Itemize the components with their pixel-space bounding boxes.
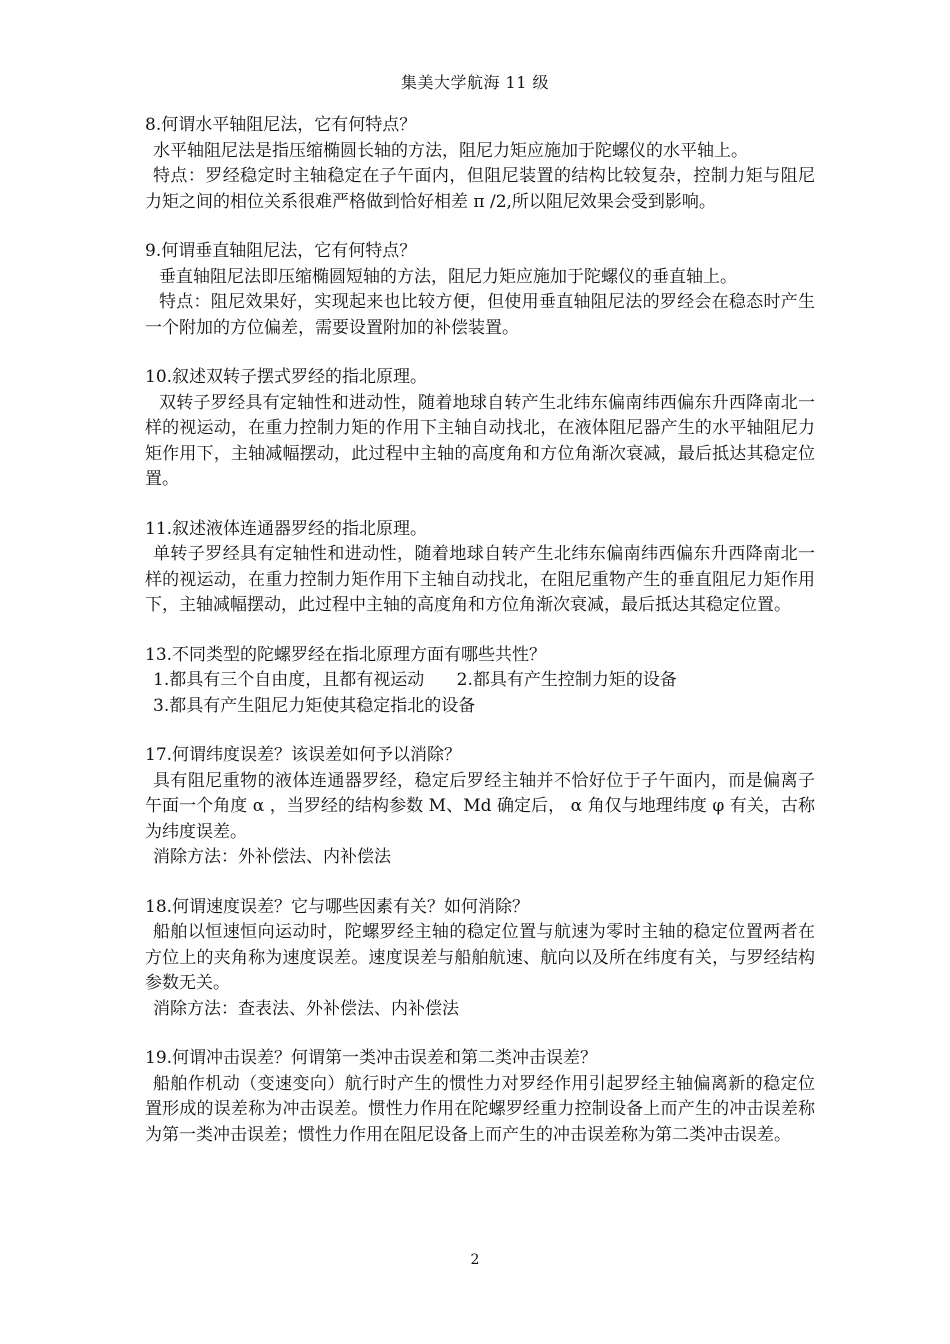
qa-section-19 — [145, 1046, 815, 1148]
qa-section-13 — [145, 643, 815, 720]
question-heading: 13.不同类型的陀螺罗经在指北原理方面有哪些共性？ — [145, 644, 547, 665]
question-heading: 19.何谓冲击误差？何谓第一类冲击误差和第二类冲击误差？ — [145, 1048, 598, 1068]
question-heading: 9.何谓垂直轴阻尼法，它有何特点？ — [145, 241, 417, 261]
answer-paragraph: 特点：罗经稳定时主轴稳定在子午面内，但阻尼装置的结构比较复杂，控制力矩与阻尼力矩之间的相位关系很难严格做到恰好相差 π /2,所以阻尼效果会受到影响。 — [145, 166, 815, 212]
answer-paragraph: 水平轴阻尼法是指压缩椭圆长轴的方法，阻尼力矩应施加于陀螺仪的水平轴上。 — [153, 140, 748, 161]
qa-section-17 — [145, 743, 815, 871]
qa-section-8 — [145, 113, 815, 215]
page-header: 集美大学航海 11 级 — [400, 73, 550, 92]
qa-section-9 — [145, 239, 815, 341]
question-heading: 10.叙述双转子摆式罗经的指北原理。 — [145, 367, 428, 387]
answer-paragraph: 特点：阻尼效果好，实现起来也比较方便，但使用垂直轴阻尼法的罗经会在稳态时产生一个附加的方位偏差，需要设置附加的补偿装置。 — [145, 292, 815, 338]
answer-paragraph: 垂直轴阻尼法即压缩椭圆短轴的方法，阻尼力矩应施加于陀螺仪的垂直轴上。 — [159, 266, 737, 287]
qa-section-18 — [145, 895, 815, 1023]
qa-section-11 — [145, 517, 815, 619]
qa-section-10 — [145, 365, 815, 493]
answer-paragraph: 船舶以恒速恒向运动时，陀螺罗经主轴的稳定位置与航速为零时主轴的稳定位置两者在方位上的夹角称为速度误差。速度误差与船舶航速、航向以及所在纬度有关，与罗经结构参数无关。 — [145, 922, 815, 993]
answer-paragraph: 消除方法：查表法、外补偿法、内补偿法 — [153, 998, 459, 1019]
answer-paragraph: 双转子罗经具有定轴性和进动性，随着地球自转产生北纬东偏南纬西偏东升西降南北一样的视运动，在重力控制力矩的作用下主轴自动找北，在液体阻尼器产生的水平轴阻尼力矩作用下，主轴减幅摆动，此过程中主轴的高度角和方位角渐次衰减，最后抵达其稳定位置。 — [145, 392, 815, 489]
answer-paragraph: 船舶作机动（变速变向）航行时产生的惯性力对罗经作用引起罗经主轴偏离新的稳定位置形成的误差称为冲击误差。惯性力作用在陀螺罗经重力控制设备上而产生的冲击误差称为第一类冲击误差；惯性力作用在阻尼设备上而产生的冲击误差称为第二类冲击误差。 — [145, 1073, 815, 1145]
question-heading: 11.叙述液体连通器罗经的指北原理。 — [145, 518, 428, 539]
question-heading: 18.何谓速度误差？它与哪些因素有关？如何消除？ — [145, 896, 530, 917]
answer-list-line: 1.都具有三个自由度，且都有视运动 2.都具有产生控制力矩的设备 — [153, 670, 677, 690]
document-body — [145, 113, 815, 1172]
question-heading: 17.何谓纬度误差？该误差如何予以消除？ — [145, 745, 462, 765]
answer-paragraph: 消除方法：外补偿法、内补偿法 — [153, 847, 391, 867]
page-number: 2 — [470, 1252, 480, 1268]
answer-paragraph: 具有阻尼重物的液体连通器罗经，稳定后罗经主轴并不恰好位于子午面内，而是偏离子午面一个角度 α ，当罗经的结构参数 M、Md 确定后， α 角仅与地理纬度 φ 有关，古称为纬度误差。 — [145, 770, 815, 842]
question-heading: 8.何谓水平轴阻尼法，它有何特点？ — [145, 115, 417, 135]
answer-paragraph: 单转子罗经具有定轴性和进动性，随着地球自转产生北纬东偏南纬西偏东升西降南北一样的视运动，在重力控制力矩作用下主轴自动找北，在阻尼重物产生的垂直阻尼力矩作用下，主轴减幅摆动，此过程中主轴的高度角和方位角渐次衰减，最后抵达其稳定位置。 — [145, 544, 815, 615]
answer-list-line: 3.都具有产生阻尼力矩使其稳定指北的设备 — [153, 695, 476, 716]
